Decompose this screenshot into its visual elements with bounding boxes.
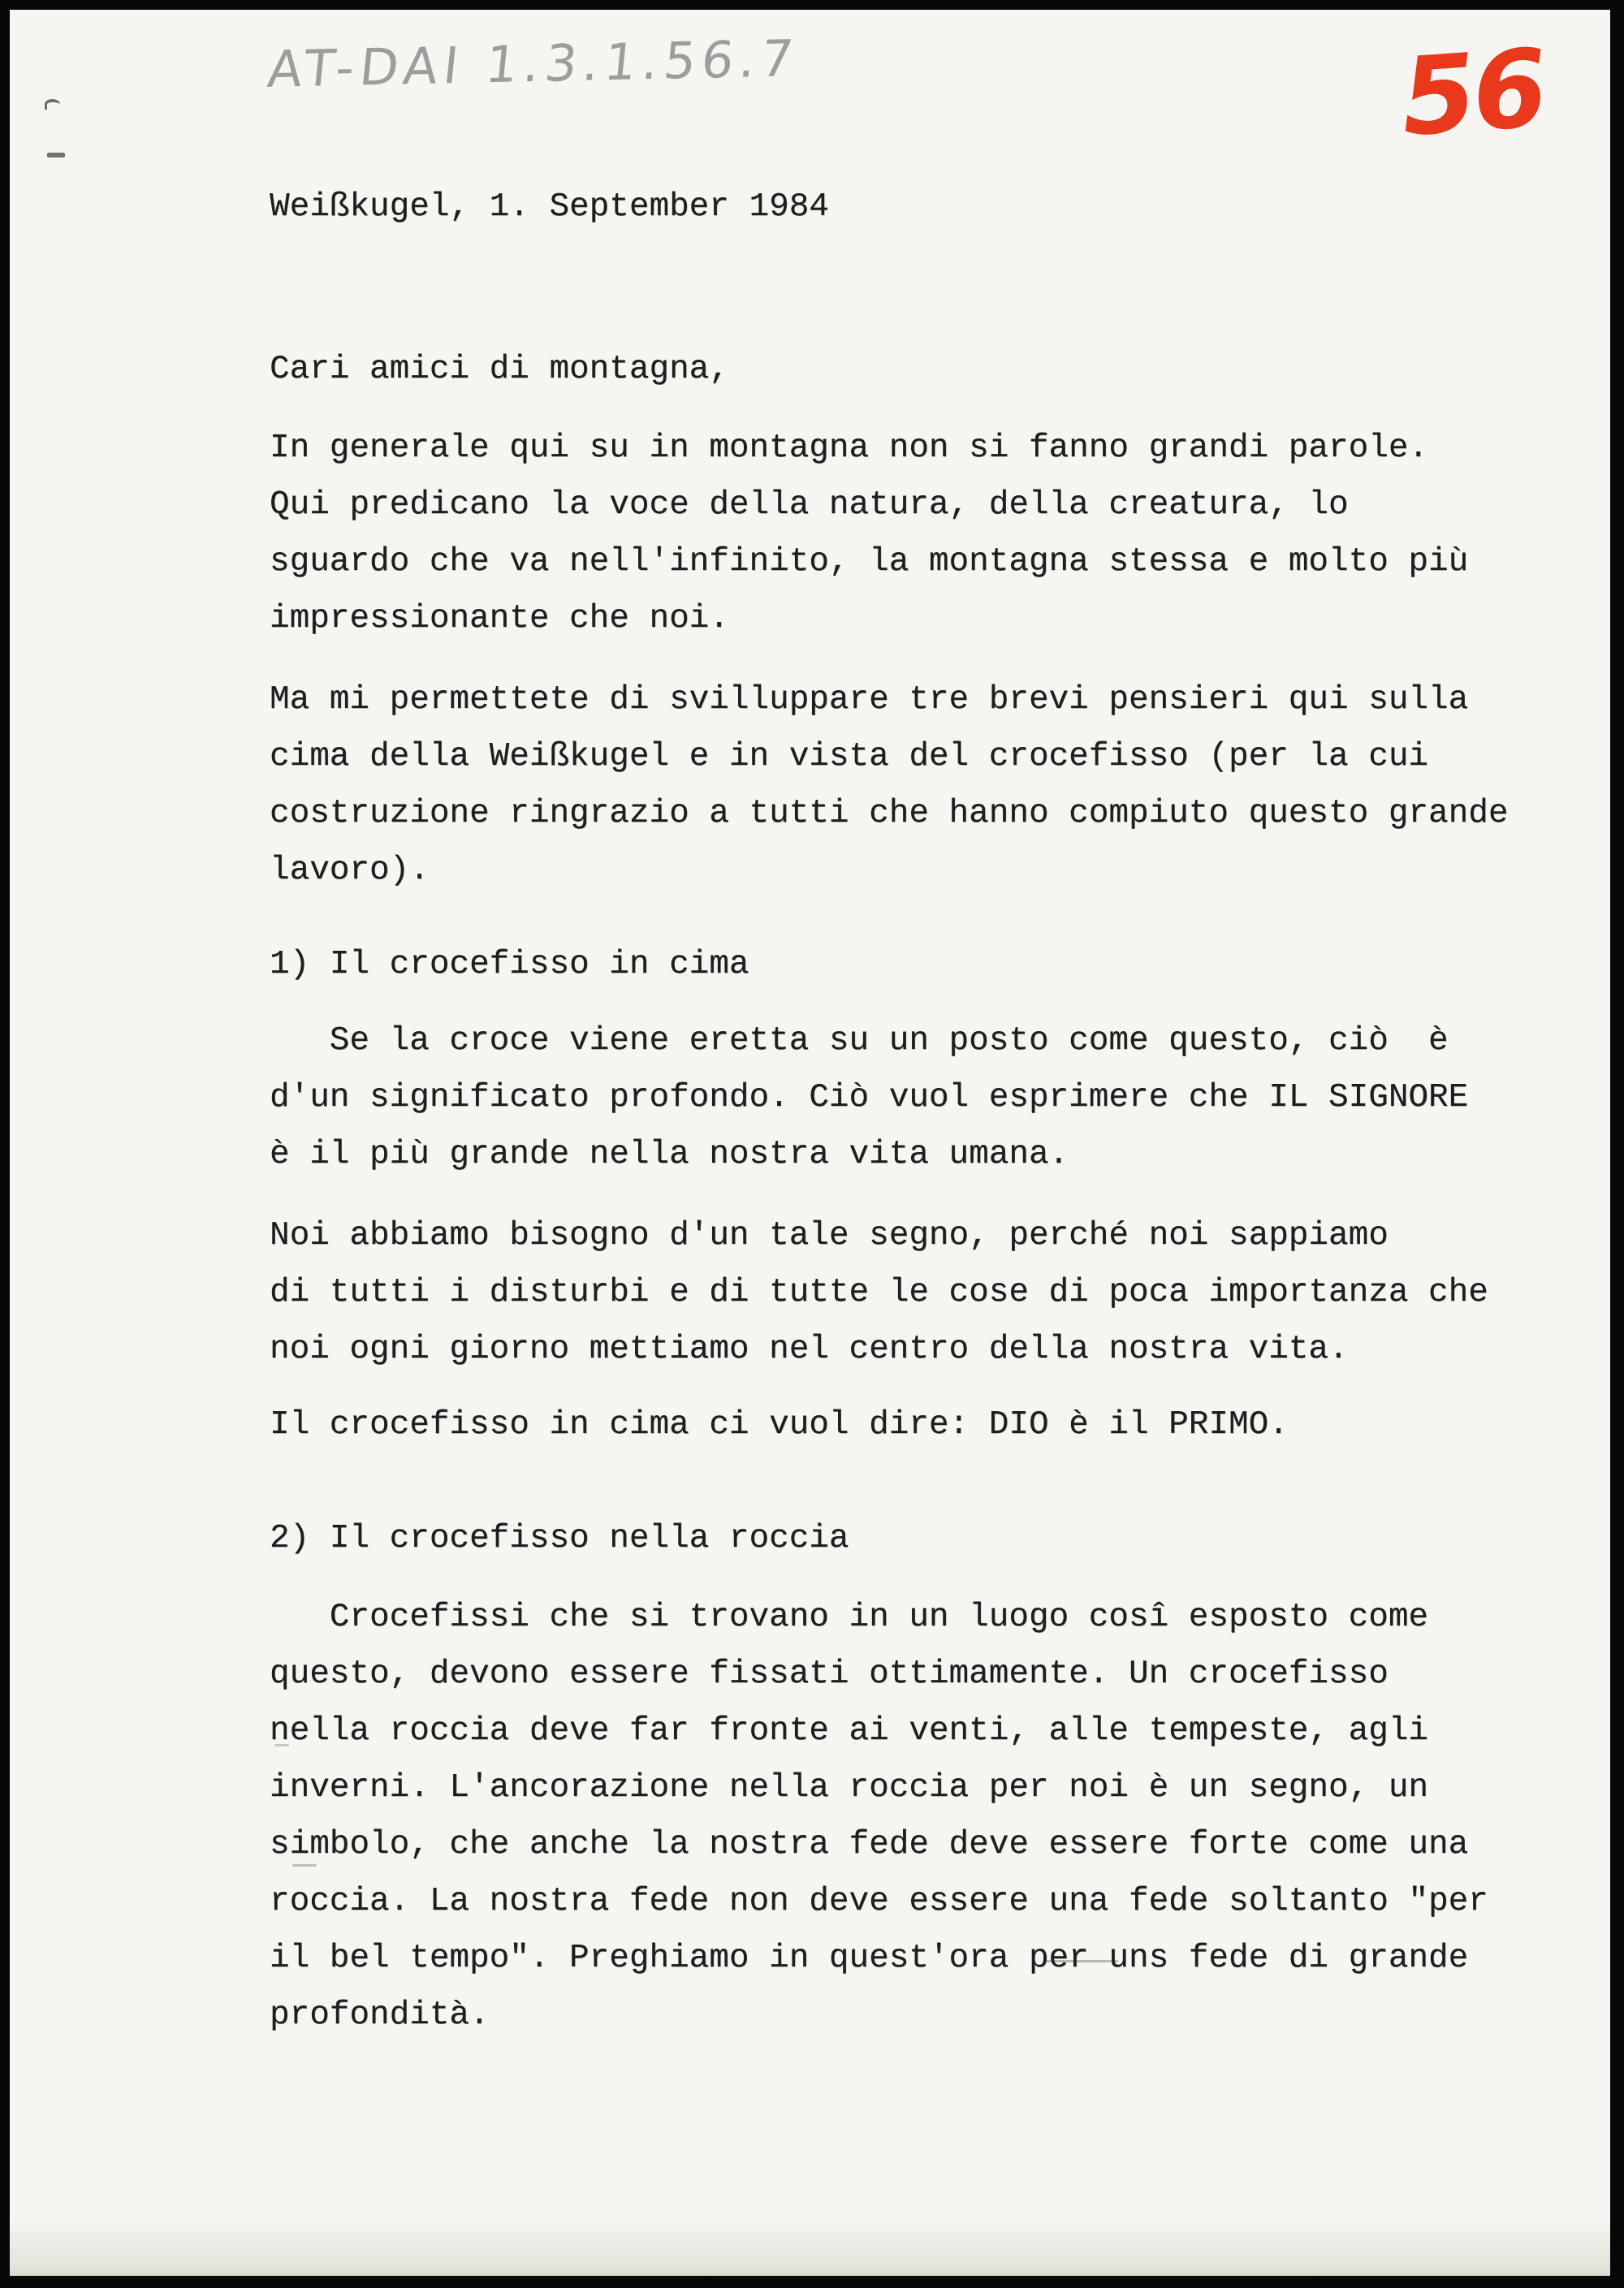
archive-code-annotation: AT-DAI 1.3.1.56.7: [265, 28, 802, 99]
paragraph-cross-in-rock: [270, 1589, 1488, 2044]
paragraph-intro: [270, 420, 1468, 647]
text-line: cima della Weißkugel e in vista del crocefisso (per la cui: [270, 738, 1429, 775]
text-line: 2) Il crocefisso nella roccia: [270, 1520, 849, 1557]
text-line: questo, devono essere fissati ottimamente. Un crocefisso: [270, 1656, 1389, 1693]
text-line: Ma mi permettete di svilluppare tre brevi pensieri qui sulla: [270, 681, 1469, 719]
text-line: Il crocefisso in cima ci vuol dire: DIO è il PRIMO.: [270, 1406, 1289, 1444]
text-line: è il più grande nella nostra vita umana.: [270, 1136, 1069, 1173]
text-line: d'un significato profondo. Ciò vuol esprimere che IL SIGNORE: [270, 1079, 1469, 1116]
text-line: profondità.: [270, 1997, 490, 2034]
paragraph-need-of-sign: [270, 1207, 1488, 1378]
pencil-mark: [45, 99, 60, 110]
text-line: il bel tempo". Preghiamo in quest'ora per uns fede di grande: [270, 1940, 1469, 1977]
text-line: di tutti i disturbi e di tutte le cose di poca importanza che: [270, 1274, 1488, 1311]
text-line: simbolo, che anche la nostra fede deve essere forte come una: [270, 1826, 1469, 1863]
text-line: noi ogni giorno mettiamo nel centro della nostra vita.: [270, 1331, 1349, 1368]
dateline: [270, 179, 829, 235]
text-line: roccia. La nostra fede non deve essere una fede soltanto "per: [270, 1883, 1488, 1920]
text-line: Cari amici di montagna,: [270, 351, 729, 388]
text-line: sguardo che va nell'infinito, la montagna stessa e molto più: [270, 543, 1469, 581]
text-line: Crocefissi che si trovano in un luogo cosî esposto come: [270, 1599, 1429, 1636]
text-line: costruzione ringrazio a tutti che hanno compiuto questo grande: [270, 795, 1509, 832]
text-line: Qui predicano la voce della natura, della creatura, lo: [270, 486, 1349, 524]
text-line: nella roccia deve far fronte ai venti, alle tempeste, agli: [270, 1712, 1429, 1750]
text-line: inverni. L'ancorazione nella roccia per noi è un segno, un: [270, 1769, 1429, 1807]
text-line: In generale qui su in montagna non si fanno grandi parole.: [270, 430, 1429, 467]
paragraph-cross-on-summit: [270, 1012, 1468, 1183]
text-line: lavoro).: [270, 852, 430, 889]
paragraph-three-thoughts: [270, 671, 1508, 899]
salutation: [270, 341, 729, 398]
page-number-annotation: 56: [1397, 26, 1548, 161]
text-line: Noi abbiamo bisogno d'un tale segno, perché noi sappiamo: [270, 1217, 1389, 1254]
paragraph-dio-primo: [270, 1397, 1289, 1453]
section-heading-1: [270, 936, 749, 993]
text-line: impressionante che noi.: [270, 600, 729, 637]
text-line: 1) Il crocefisso in cima: [270, 946, 749, 983]
section-heading-2: [270, 1510, 849, 1567]
text-line: Se la croce viene eretta su un posto come questo, ciò è: [270, 1022, 1449, 1060]
pencil-mark: [47, 153, 65, 158]
text-line: Weißkugel, 1. September 1984: [270, 188, 829, 226]
